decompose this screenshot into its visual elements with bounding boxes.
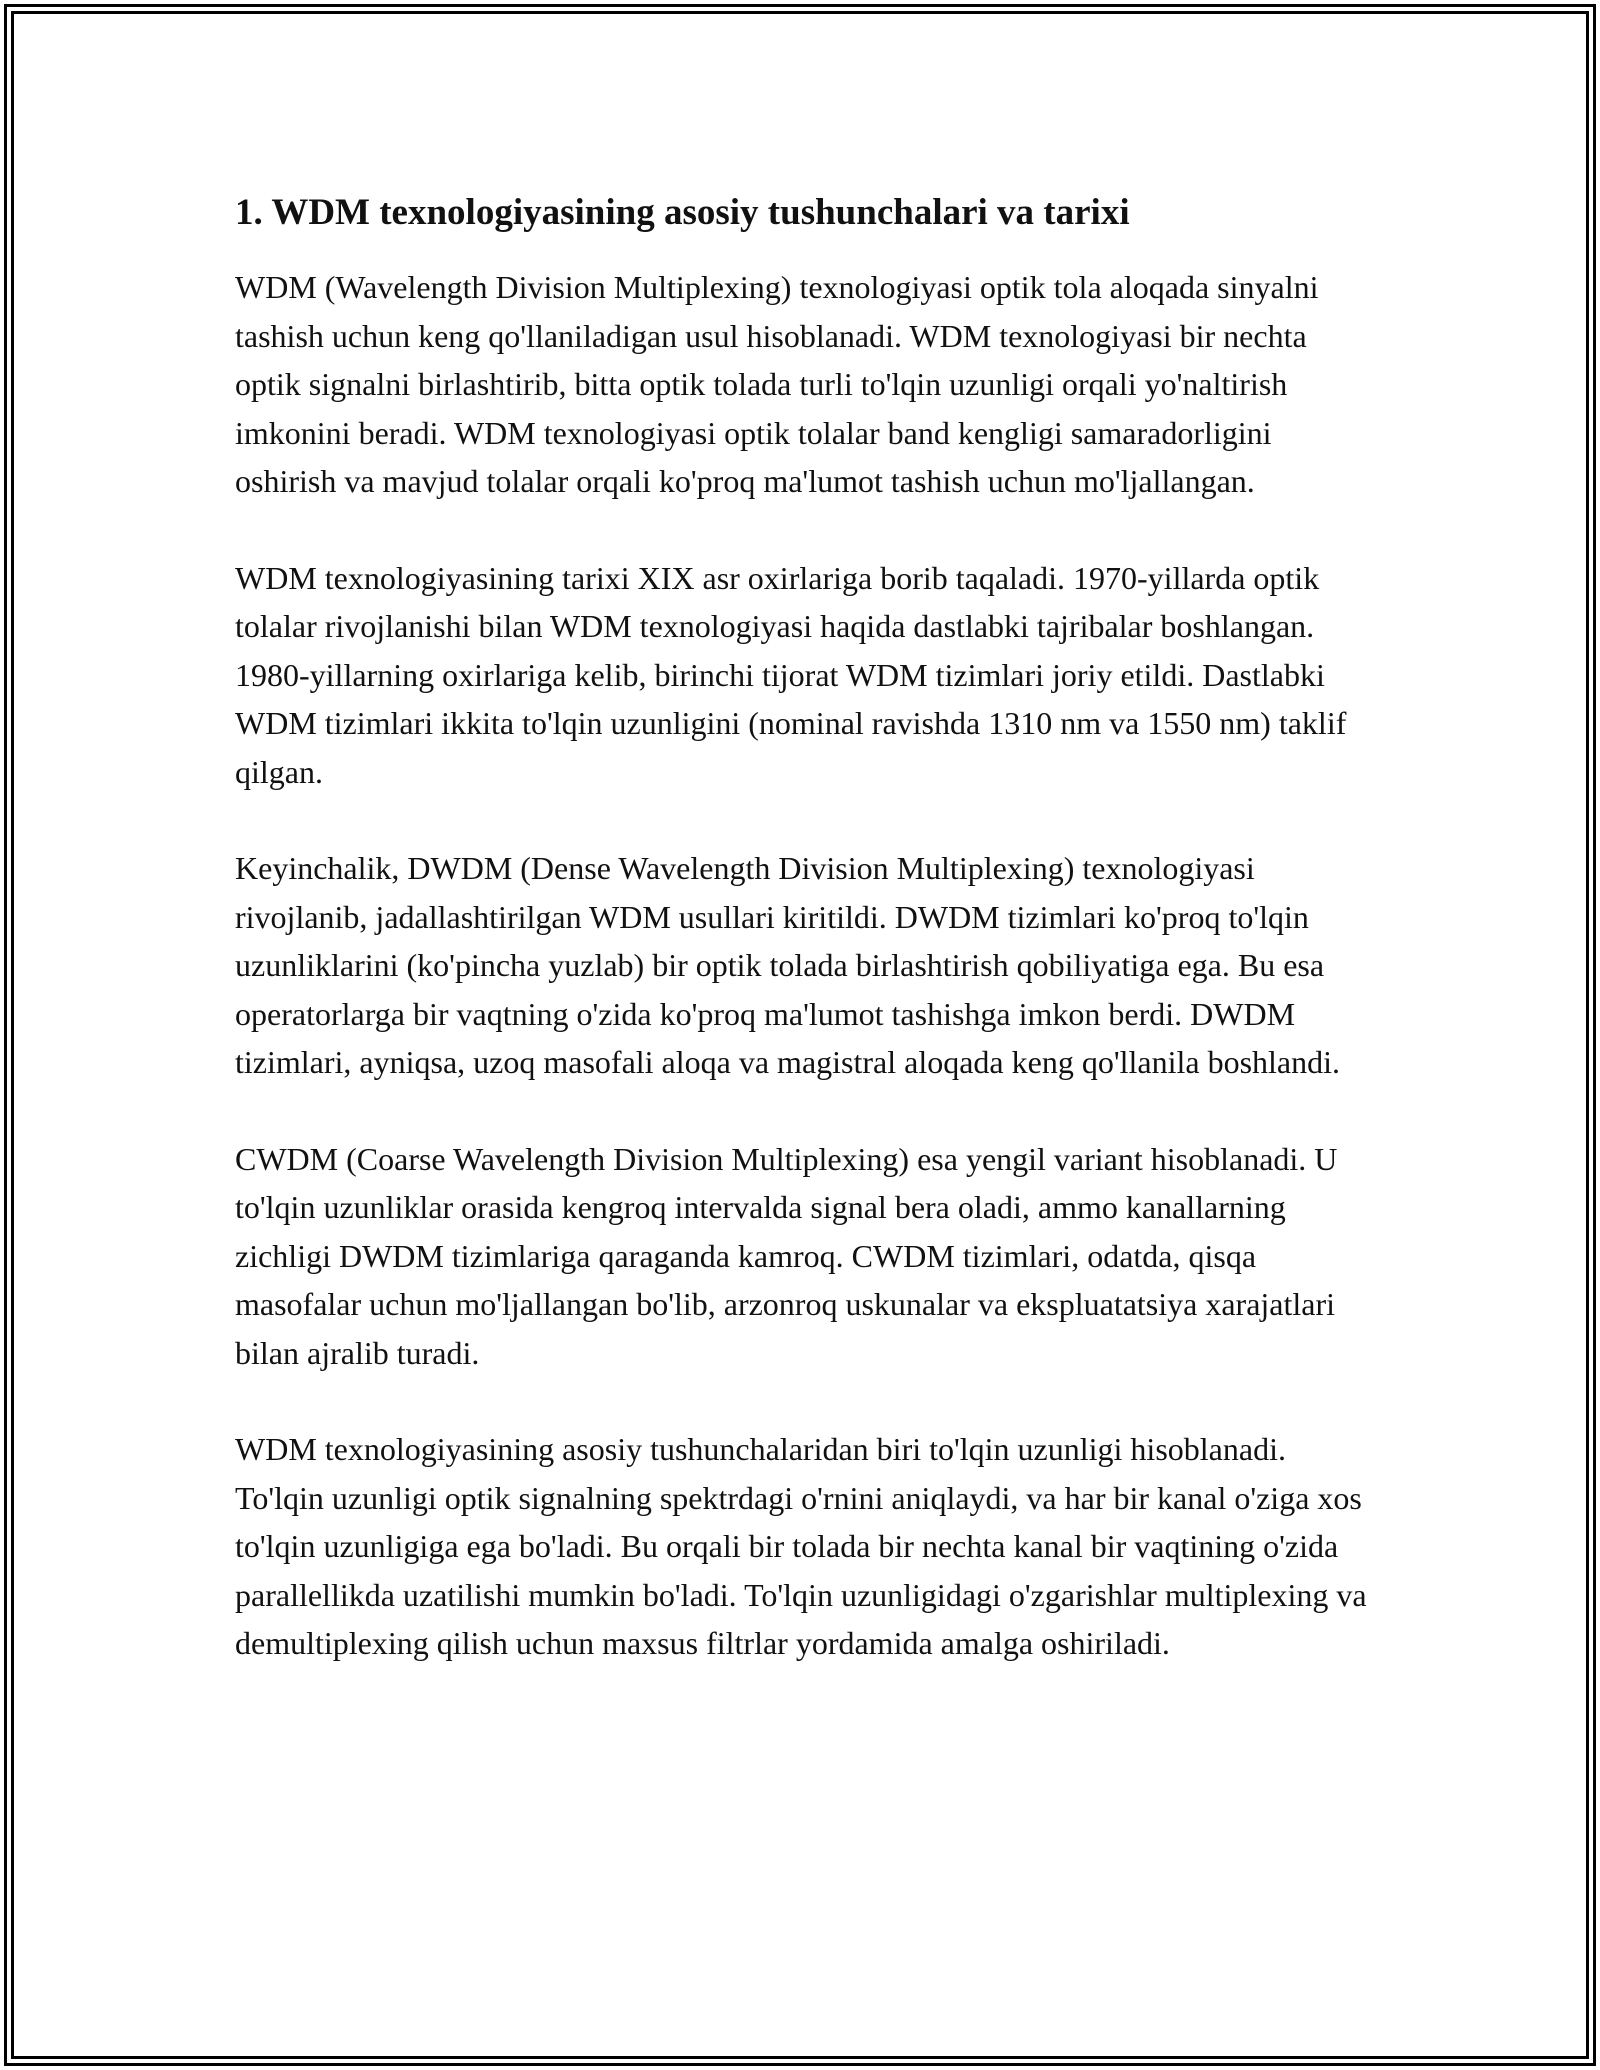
paragraph-wdm-history: WDM texnologiyasining tarixi XIX asr oxirlariga borib taqaladi. 1970-yillarda optik tolalar rivojlanishi bilan WDM texnologiyasi haqida dastlabki tajribalar boshlangan. 1980-yillarning oxirlariga kelib, birinchi tijorat WDM tizimlari joriy etildi. Dastlabki WDM tizimlari ikkita to'lqin uzunligini (nominal ravishda 1310 nm va 1550 nm) taklif qilgan. [235,559,1347,790]
paragraph-wdm-definition: WDM (Wavelength Division Multiplexing) texnologiyasi optik tola aloqada sinyalni tashish uchun keng qo'llaniladigan usul hisoblanadi. WDM texnologiyasi bir nechta optik signalni birlashtirib, bitta optik tolada turli to'lqin uzunligi orqali yo'naltirish imkonini beradi. WDM texnologiyasi optik tolalar band kengligi samaradorligini oshirish va mavjud tolalar orqali ko'proq ma'lumot tashish uchun mo'ljallangan. [235,269,1319,499]
paragraph-wavelength: WDM texnologiyasining asosiy tushunchalaridan biri to'lqin uzunligi hisoblanadi. To'lqin uzunligi optik signalning spektrdagi o'rnini aniqlaydi, va har bir kanal o'ziga xos to'lqin uzunligiga ega bo'ladi. Bu orqali bir tolada bir nechta kanal bir vaqtining o'zida parallellikda uzatilishi mumkin bo'ladi. To'lqin uzunligidagi o'zgarishlar multiplexing va demultiplexing qilish uchun maxsus filtrlar yordamida amalga oshiriladi. [235,1431,1367,1661]
section-title: 1. WDM texnologiyasining asosiy tushunchalari va tarixi [235,192,1130,233]
paragraph-cwdm: CWDM (Coarse Wavelength Division Multiplexing) esa yengil variant hisoblanadi. U to'lqin uzunliklar orasida kengroq intervalda signal bera oladi, ammo kanallarning zichligi DWDM tizimlariga qaraganda kamroq. CWDM tizimlari, odatda, qisqa masofalar uchun mo'ljallangan bo'lib, arzonroq uskunalar va ekspluatatsiya xarajatlari bilan ajralib turadi. [235,1140,1338,1371]
document-body [235,185,1380,1716]
paragraph-dwdm: Keyinchalik, DWDM (Dense Wavelength Division Multiplexing) texnologiyasi rivojlanib, jadallashtirilgan WDM usullari kiritildi. DWDM tizimlari ko'proq to'lqin uzunliklarini (ko'pincha yuzlab) bir optik tolada birlashtirish qobiliyatiga ega. Bu esa operatorlarga bir vaqtning o'zida ko'proq ma'lumot tashishga imkon berdi. DWDM tizimlari, ayniqsa, uzoq masofali aloqa va magistral aloqada keng qo'llanila boshlandi. [235,850,1340,1080]
